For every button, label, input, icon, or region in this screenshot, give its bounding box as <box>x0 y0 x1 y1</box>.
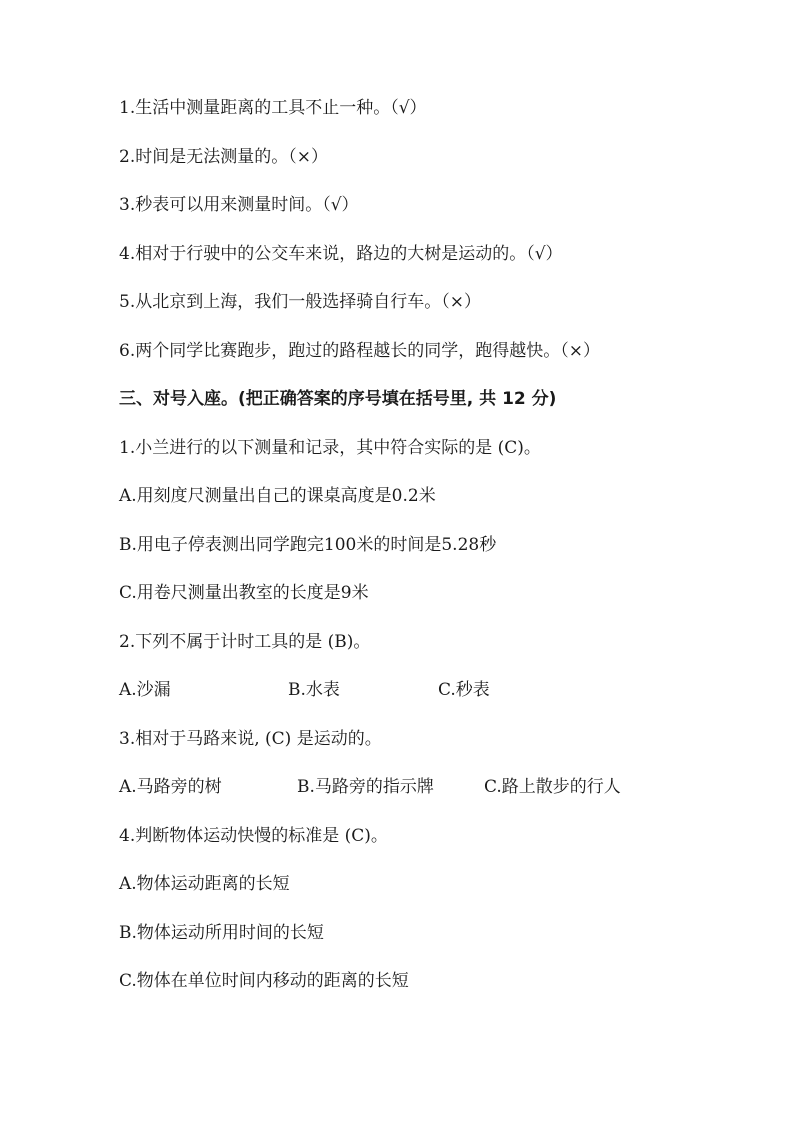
judgement-item-3: 3.秒表可以用来测量时间。（√） <box>119 195 359 215</box>
judgement-item-2: 2.时间是无法测量的。（×） <box>119 147 328 167</box>
question-4-option-c: C.物体在单位时间内移动的距离的长短 <box>119 971 409 991</box>
question-1-option-b: B.用电子停表测出同学跑完100米的时间是5.28秒 <box>119 535 497 555</box>
judgement-item-1: 1.生活中测量距离的工具不止一种。（√） <box>119 98 427 118</box>
section-heading: 三、对号入座。(把正确答案的序号填在括号里, 共 12 分) <box>119 389 557 409</box>
question-2-option-a: A.沙漏 <box>119 680 171 700</box>
question-2-option-b: B.水表 <box>288 680 340 700</box>
judgement-item-4: 4.相对于行驶中的公交车来说，路边的大树是运动的。（√） <box>119 244 563 264</box>
question-1-stem: 1.小兰进行的以下测量和记录，其中符合实际的是 (C)。 <box>119 438 541 458</box>
question-1-option-a: A.用刻度尺测量出自己的课桌高度是0.2米 <box>119 486 436 506</box>
question-2-option-c: C.秒表 <box>438 680 490 700</box>
question-4-option-b: B.物体运动所用时间的长短 <box>119 923 324 943</box>
judgement-item-6: 6.两个同学比赛跑步，跑过的路程越长的同学，跑得越快。（×） <box>119 341 600 361</box>
question-4-option-a: A.物体运动距离的长短 <box>119 874 290 894</box>
question-3-option-a: A.马路旁的树 <box>119 777 222 797</box>
question-3-option-c: C.路上散步的行人 <box>484 777 621 797</box>
question-3-option-b: B.马路旁的指示牌 <box>297 777 434 797</box>
question-2-stem: 2.下列不属于计时工具的是 (B)。 <box>119 632 371 652</box>
question-3-stem: 3.相对于马路来说, (C) 是运动的。 <box>119 729 382 749</box>
question-4-stem: 4.判断物体运动快慢的标准是 (C)。 <box>119 826 388 846</box>
question-1-option-c: C.用卷尺测量出教室的长度是9米 <box>119 583 369 603</box>
judgement-item-5: 5.从北京到上海，我们一般选择骑自行车。（×） <box>119 292 481 312</box>
